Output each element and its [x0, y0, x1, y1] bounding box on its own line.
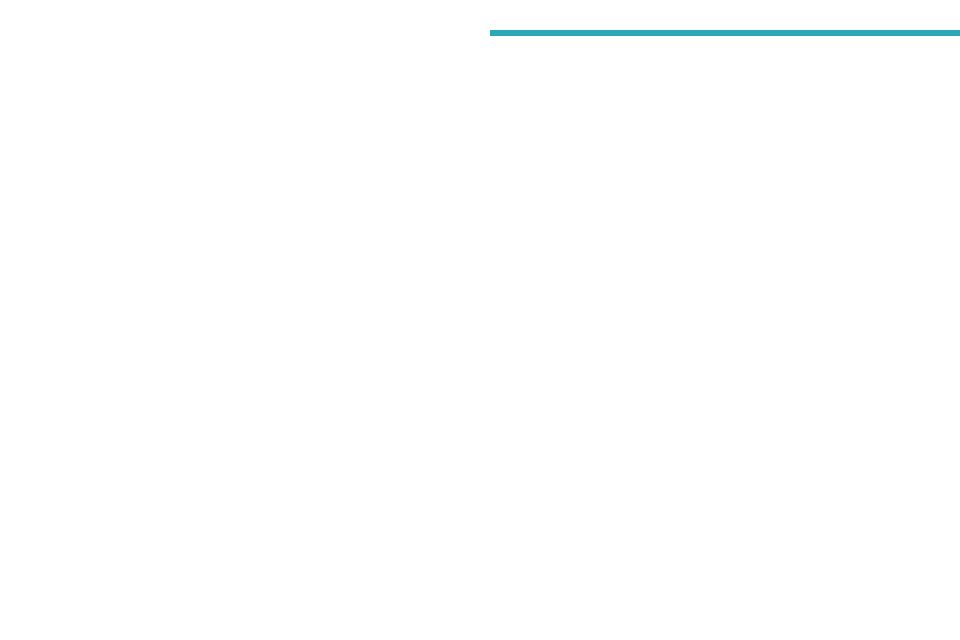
header-accent-bar [490, 30, 960, 36]
